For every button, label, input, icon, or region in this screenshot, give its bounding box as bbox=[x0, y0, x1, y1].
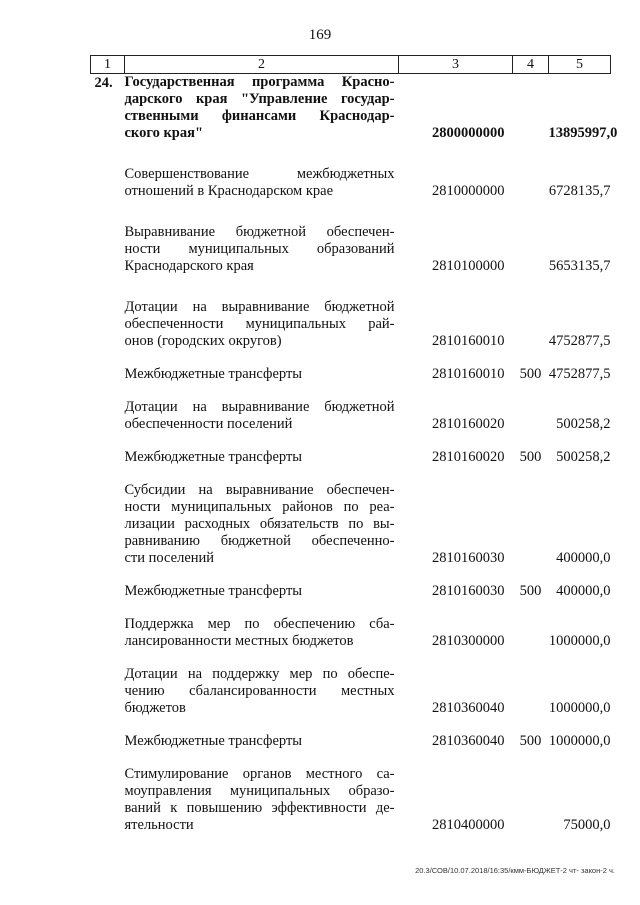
budget-table-body bbox=[91, 74, 618, 835]
row-number-cell: 24. bbox=[94, 75, 113, 91]
row-spacer bbox=[91, 275, 611, 299]
description-cell bbox=[125, 166, 399, 200]
amount-cell: 500258,2 bbox=[556, 416, 611, 432]
amount-cell: 6728135,7 bbox=[548, 183, 611, 199]
description-line: Поддержка мер по обеспечению сба- bbox=[124, 616, 395, 632]
description-line: Краснодарского края bbox=[124, 258, 254, 274]
table-row bbox=[91, 733, 611, 750]
amount-cell: 400000,0 bbox=[556, 550, 611, 566]
target-code-cell: 2810360040 bbox=[432, 733, 505, 749]
row-spacer-cell bbox=[91, 350, 611, 366]
row-number-cell bbox=[91, 299, 125, 350]
table-row bbox=[91, 766, 611, 834]
target-code-cell: 2800000000 bbox=[432, 125, 505, 141]
amount-cell: 400000,0 bbox=[556, 583, 611, 599]
description-line: Государственная программа Красно- bbox=[124, 74, 395, 90]
expense-type-cell bbox=[513, 399, 549, 433]
description-line: моуправления муниципальных образо- bbox=[124, 783, 395, 799]
description-line: сти поселений bbox=[124, 550, 215, 566]
description-cell bbox=[125, 74, 399, 143]
row-number-cell bbox=[91, 366, 125, 383]
expense-type-cell bbox=[513, 74, 549, 143]
row-number-cell bbox=[91, 766, 125, 834]
description-line: Совершенствование межбюджетных bbox=[124, 166, 395, 182]
row-spacer-cell bbox=[91, 466, 611, 482]
expense-type-cell: 500 bbox=[519, 583, 542, 599]
row-spacer-cell bbox=[91, 650, 611, 666]
row-spacer-cell bbox=[91, 433, 611, 449]
description-line: онов (городских округов) bbox=[124, 333, 282, 349]
target-code-cell: 2810160010 bbox=[432, 366, 505, 382]
page-number: 169 bbox=[308, 27, 332, 43]
row-number-cell bbox=[91, 449, 125, 466]
row-spacer-cell bbox=[91, 600, 611, 616]
amount-cell: 1000000,0 bbox=[548, 700, 611, 716]
description-line: отношений в Краснодарском крае bbox=[124, 183, 334, 199]
row-number-cell bbox=[91, 583, 125, 600]
row-number-cell bbox=[91, 616, 125, 650]
row-number-cell bbox=[91, 166, 125, 200]
row-spacer bbox=[91, 717, 611, 733]
table-row bbox=[91, 666, 611, 717]
description-cell bbox=[125, 733, 399, 750]
description-line: Дотации на выравнивание бюджетной bbox=[124, 399, 395, 415]
description-line: Дотации на поддержку мер по обеспе- bbox=[124, 666, 395, 682]
description-line: бюджетов bbox=[124, 700, 186, 716]
description-line: ности муниципальных образований bbox=[124, 241, 395, 257]
table-row bbox=[91, 399, 611, 433]
table-row bbox=[91, 74, 611, 143]
row-spacer-cell bbox=[91, 717, 611, 733]
description-line: ности муниципальных районов по реа- bbox=[124, 499, 395, 515]
column-number-header-row bbox=[91, 56, 611, 74]
row-spacer bbox=[91, 433, 611, 449]
description-line: Межбюджетные трансферты bbox=[124, 733, 303, 749]
amount-cell: 13895997,0 bbox=[548, 125, 618, 141]
description-cell bbox=[125, 666, 399, 717]
budget-table bbox=[90, 55, 618, 834]
table-row bbox=[91, 482, 611, 567]
expense-type-cell bbox=[513, 166, 549, 200]
description-line: чению сбалансированности местных bbox=[124, 683, 395, 699]
target-code-cell: 2810160010 bbox=[432, 333, 505, 349]
description-cell bbox=[125, 766, 399, 834]
row-spacer bbox=[91, 750, 611, 766]
row-spacer bbox=[91, 466, 611, 482]
table-row bbox=[91, 449, 611, 466]
row-number-cell bbox=[91, 482, 125, 567]
expense-type-cell: 500 bbox=[519, 733, 542, 749]
expense-type-cell bbox=[513, 482, 549, 567]
description-line: Межбюджетные трансферты bbox=[124, 366, 303, 382]
column-header-3: 3 bbox=[399, 56, 513, 74]
row-spacer bbox=[91, 350, 611, 366]
column-header-4: 4 bbox=[513, 56, 549, 74]
expense-type-cell bbox=[513, 616, 549, 650]
description-line: дарского края "Управление государ- bbox=[124, 91, 395, 107]
description-cell bbox=[125, 583, 399, 600]
description-line: ственными финансами Краснодар- bbox=[124, 108, 395, 124]
table-row bbox=[91, 366, 611, 383]
target-code-cell: 2810300000 bbox=[432, 633, 505, 649]
expense-type-cell: 500 bbox=[519, 366, 542, 382]
amount-cell: 75000,0 bbox=[563, 817, 611, 833]
expense-type-cell: 500 bbox=[519, 449, 542, 465]
description-line: лизации расходных обязательств по вы- bbox=[124, 516, 395, 532]
amount-cell: 1000000,0 bbox=[548, 633, 611, 649]
table-row bbox=[91, 166, 611, 200]
column-header-2: 2 bbox=[125, 56, 399, 74]
description-cell bbox=[125, 449, 399, 466]
row-spacer bbox=[91, 142, 611, 166]
target-code-cell: 2810160030 bbox=[432, 550, 505, 566]
description-cell bbox=[125, 482, 399, 567]
amount-cell: 5653135,7 bbox=[548, 258, 611, 274]
expense-type-cell bbox=[513, 224, 549, 275]
description-line: лансированности местных бюджетов bbox=[124, 633, 354, 649]
description-cell bbox=[125, 224, 399, 275]
description-line: Межбюджетные трансферты bbox=[124, 583, 303, 599]
row-spacer-cell bbox=[91, 567, 611, 583]
target-code-cell: 2810160030 bbox=[432, 583, 505, 599]
expense-type-cell bbox=[513, 666, 549, 717]
row-spacer-cell bbox=[91, 275, 611, 299]
column-header-1: 1 bbox=[91, 56, 125, 74]
expense-type-cell bbox=[513, 299, 549, 350]
description-line: Субсидии на выравнивание обеспечен- bbox=[124, 482, 395, 498]
table-row bbox=[91, 224, 611, 275]
table-row bbox=[91, 583, 611, 600]
description-line: Выравнивание бюджетной обеспечен- bbox=[124, 224, 395, 240]
description-cell bbox=[125, 299, 399, 350]
description-line: ского края" bbox=[124, 125, 204, 141]
column-header-5: 5 bbox=[549, 56, 611, 74]
amount-cell: 1000000,0 bbox=[548, 733, 611, 749]
amount-cell: 4752877,5 bbox=[548, 366, 611, 382]
row-number-cell bbox=[91, 399, 125, 433]
target-code-cell: 2810160020 bbox=[432, 449, 505, 465]
target-code-cell: 2810400000 bbox=[432, 817, 505, 833]
table-row bbox=[91, 616, 611, 650]
row-spacer bbox=[91, 600, 611, 616]
description-line: ятельности bbox=[124, 817, 194, 833]
row-spacer-cell bbox=[91, 200, 611, 224]
row-number-cell bbox=[91, 224, 125, 275]
description-cell bbox=[125, 399, 399, 433]
description-line: Дотации на выравнивание бюджетной bbox=[124, 299, 395, 315]
target-code-cell: 2810000000 bbox=[432, 183, 505, 199]
target-code-cell: 2810100000 bbox=[432, 258, 505, 274]
description-line: ваний к повышению эффективности де- bbox=[124, 800, 395, 816]
row-spacer bbox=[91, 383, 611, 399]
row-spacer bbox=[91, 650, 611, 666]
description-line: Межбюджетные трансферты bbox=[124, 449, 303, 465]
expense-type-cell bbox=[513, 766, 549, 834]
row-spacer-cell bbox=[91, 142, 611, 166]
document-footer-stamp: 20.3/СОВ/10.07.2018/16:35/кмм-БЮДЖЕТ-2 чт- закон-2 ч. bbox=[415, 866, 615, 875]
description-line: Стимулирование органов местного са- bbox=[124, 766, 395, 782]
description-line: обеспеченности муниципальных рай- bbox=[124, 316, 395, 332]
description-cell bbox=[125, 616, 399, 650]
amount-cell: 4752877,5 bbox=[548, 333, 611, 349]
row-number-cell bbox=[91, 666, 125, 717]
target-code-cell: 2810360040 bbox=[432, 700, 505, 716]
description-line: обеспеченности поселений bbox=[124, 416, 293, 432]
row-spacer-cell bbox=[91, 383, 611, 399]
row-number-cell bbox=[91, 733, 125, 750]
description-line: равниванию бюджетной обеспеченно- bbox=[124, 533, 395, 549]
target-code-cell: 2810160020 bbox=[432, 416, 505, 432]
table-row bbox=[91, 299, 611, 350]
description-cell bbox=[125, 366, 399, 383]
amount-cell: 500258,2 bbox=[556, 449, 611, 465]
row-spacer bbox=[91, 200, 611, 224]
row-spacer bbox=[91, 567, 611, 583]
row-spacer-cell bbox=[91, 750, 611, 766]
